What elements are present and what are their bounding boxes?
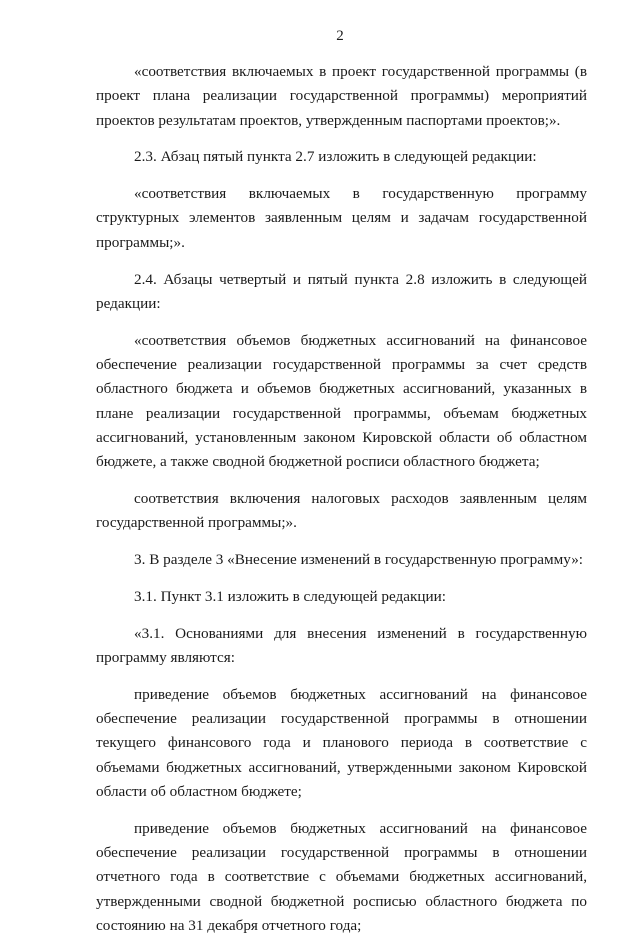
paragraph: приведение объемов бюджетных ассигнований на финансовое обеспечение реализации государственной программы в отношении текущего финансового года и планового периода в соответствие с объемами бюджетных ассигнований, утвержденными законом Кировской области об областном бюджете; (96, 685, 587, 800)
paragraph: «соответствия включаемых в проект государственной программы (в проект плана реализации государственной программы) мероприятий проектов результатам проектов, утвержденным паспортами проектов;». (96, 63, 587, 129)
paragraph: 3.1. Пункт 3.1 изложить в следующей редакции: (134, 587, 447, 605)
paragraph: соответствия включения налоговых расходов заявленным целям государственной программы;». (96, 489, 587, 532)
paragraph: 3. В разделе 3 «Внесение изменений в государственную программу»: (134, 551, 584, 569)
page-number: 2 (336, 28, 344, 44)
document-body (96, 60, 587, 938)
paragraph: 2.3. Абзац пятый пункта 2.7 изложить в следующей редакции: (134, 148, 537, 166)
paragraph: приведение объемов бюджетных ассигнований на финансовое обеспечение реализации государственной программы в отношении отчетного года в соответствие с объемами бюджетных ассигнований, утвержденными сводной бюджетной росписью областного бюджета по состоянию на 31 декабря отчетного года; (96, 819, 587, 934)
paragraph: «3.1. Основаниями для внесения изменений в государственную программу являются: (96, 624, 587, 666)
paragraph: «соответствия объемов бюджетных ассигнований на финансовое обеспечение реализации государственной программы за счет средств областного бюджета и объемов бюджетных ассигнований, указанных в плане реализации государственной программы, объемам бюджетных ассигнований, установленным законом Кировской области об областном бюджете, а также сводной бюджетной росписи областного бюджета; (96, 331, 587, 471)
paragraph: «соответствия включаемых в государственную программу структурных элементов заявленным целям и задачам государственной программы;». (96, 185, 587, 251)
paragraph: 2.4. Абзацы четвертый и пятый пункта 2.8 изложить в следующей редакции: (96, 270, 587, 312)
